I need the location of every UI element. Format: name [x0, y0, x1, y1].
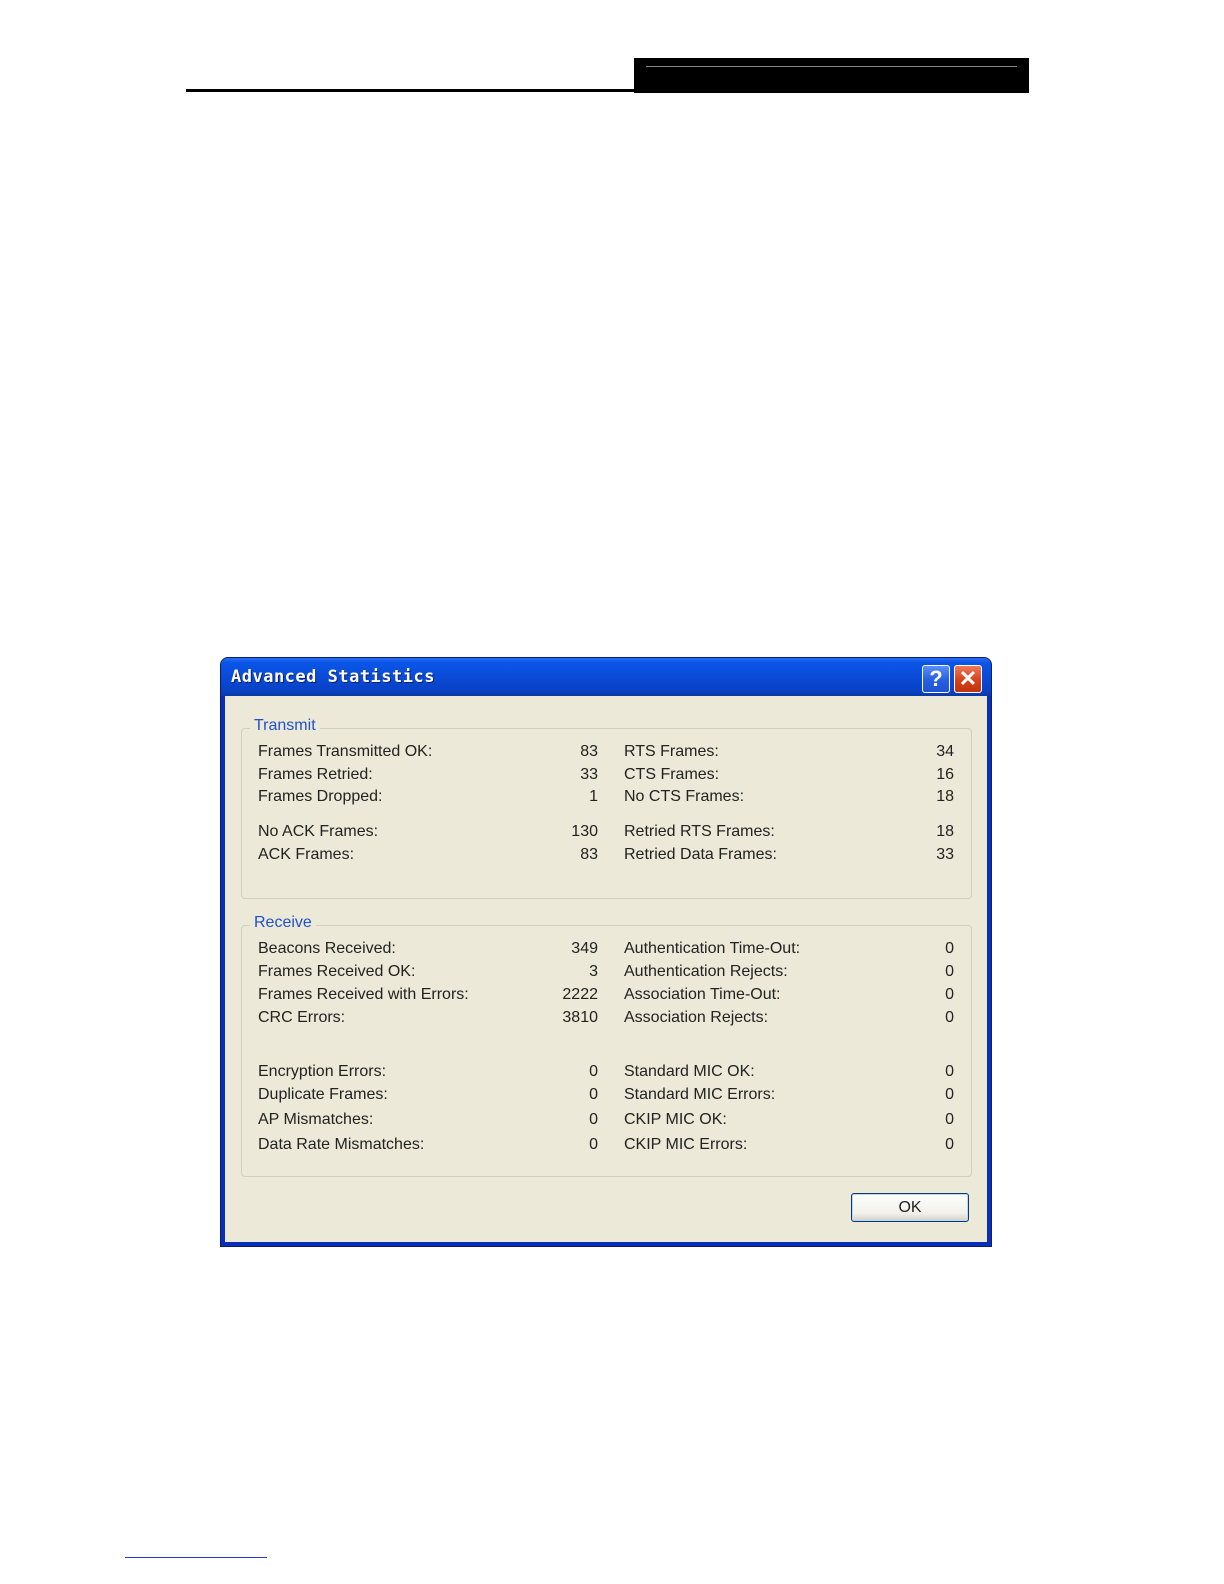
stat-label: Frames Dropped: — [258, 788, 383, 805]
stat-value: 3810 — [562, 1009, 598, 1026]
stat-value: 0 — [945, 1063, 954, 1080]
stat-value: 0 — [945, 1009, 954, 1026]
stat-value: 83 — [580, 846, 598, 863]
stat-row — [624, 963, 954, 983]
stat-value: 0 — [945, 1136, 954, 1153]
stat-value: 3 — [589, 963, 598, 980]
stat-label: Association Time-Out: — [624, 986, 781, 1003]
stat-row — [258, 846, 598, 866]
stat-value: 34 — [936, 743, 954, 760]
stat-value: 0 — [945, 963, 954, 980]
receive-group — [241, 914, 972, 1177]
receive-legend: Receive — [250, 914, 316, 932]
stat-row — [258, 940, 598, 960]
stat-label: Retried RTS Frames: — [624, 823, 775, 840]
stat-row — [624, 823, 954, 843]
stat-row — [624, 1009, 954, 1029]
stat-label: Frames Transmitted OK: — [258, 743, 433, 760]
stat-value: 2222 — [562, 986, 598, 1003]
stat-row — [258, 743, 598, 763]
stat-row — [258, 823, 598, 843]
stat-row — [258, 1063, 598, 1083]
stat-label: ACK Frames: — [258, 846, 355, 863]
stat-label: No ACK Frames: — [258, 823, 379, 840]
stat-row — [258, 1136, 598, 1156]
stat-row — [258, 788, 598, 808]
stat-label: No CTS Frames: — [624, 788, 745, 805]
stat-value: 83 — [580, 743, 598, 760]
ok-button[interactable]: OK — [851, 1193, 969, 1222]
transmit-legend: Transmit — [250, 717, 320, 735]
stat-value: 33 — [580, 766, 598, 783]
stat-value: 0 — [589, 1136, 598, 1153]
stat-value: 1 — [589, 788, 598, 805]
stat-label: CRC Errors: — [258, 1009, 346, 1026]
stat-label: CKIP MIC OK: — [624, 1111, 727, 1128]
stat-value: 0 — [589, 1086, 598, 1103]
stat-value: 18 — [936, 823, 954, 840]
stat-row — [258, 963, 598, 983]
dialog-client-area — [225, 696, 987, 1242]
stat-row — [624, 1111, 954, 1131]
stat-row — [624, 788, 954, 808]
stat-label: Association Rejects: — [624, 1009, 769, 1026]
title-bar[interactable] — [221, 658, 991, 696]
stat-value: 18 — [936, 788, 954, 805]
stat-label: Encryption Errors: — [258, 1063, 387, 1080]
stat-label: CTS Frames: — [624, 766, 720, 783]
stat-label: Authentication Rejects: — [624, 963, 788, 980]
stat-label: RTS Frames: — [624, 743, 719, 760]
stat-row — [624, 1063, 954, 1083]
help-button[interactable]: ? — [922, 665, 950, 693]
stat-label: Standard MIC OK: — [624, 1063, 755, 1080]
dialog-title: Advanced Statistics — [231, 667, 435, 687]
stat-value: 0 — [589, 1111, 598, 1128]
stat-label: Authentication Time-Out: — [624, 940, 801, 957]
stat-row — [624, 766, 954, 786]
stat-label: Duplicate Frames: — [258, 1086, 388, 1103]
stat-label: Frames Retried: — [258, 766, 373, 783]
stat-row — [624, 1086, 954, 1106]
stat-row — [258, 1086, 598, 1106]
close-button[interactable]: ✕ — [954, 665, 982, 693]
stat-value: 0 — [945, 986, 954, 1003]
stat-label: Frames Received with Errors: — [258, 986, 469, 1003]
stat-row — [258, 986, 598, 1006]
stat-label: Standard MIC Errors: — [624, 1086, 776, 1103]
page-header-block — [634, 58, 1029, 93]
stat-label: Beacons Received: — [258, 940, 396, 957]
stat-label: Retried Data Frames: — [624, 846, 777, 863]
stat-value: 16 — [936, 766, 954, 783]
stat-label: Frames Received OK: — [258, 963, 416, 980]
page-header-rule — [186, 89, 636, 92]
page-header-inner-rule — [646, 66, 1017, 67]
stat-value: 33 — [936, 846, 954, 863]
stat-label: CKIP MIC Errors: — [624, 1136, 748, 1153]
stat-row — [624, 986, 954, 1006]
stat-value: 0 — [945, 1111, 954, 1128]
stat-value: 130 — [571, 823, 598, 840]
stat-value: 0 — [589, 1063, 598, 1080]
stat-label: AP Mismatches: — [258, 1111, 374, 1128]
advanced-statistics-dialog — [221, 658, 991, 1246]
stat-label: Data Rate Mismatches: — [258, 1136, 425, 1153]
stat-value: 0 — [945, 1086, 954, 1103]
transmit-group — [241, 717, 972, 899]
stat-row — [624, 846, 954, 866]
footer-link-underline — [125, 1557, 267, 1558]
stat-row — [258, 1111, 598, 1131]
stat-row — [624, 743, 954, 763]
stat-value: 0 — [945, 940, 954, 957]
stat-row — [624, 1136, 954, 1156]
stat-row — [624, 940, 954, 960]
stat-value: 349 — [571, 940, 598, 957]
stat-row — [258, 766, 598, 786]
stat-row — [258, 1009, 598, 1029]
